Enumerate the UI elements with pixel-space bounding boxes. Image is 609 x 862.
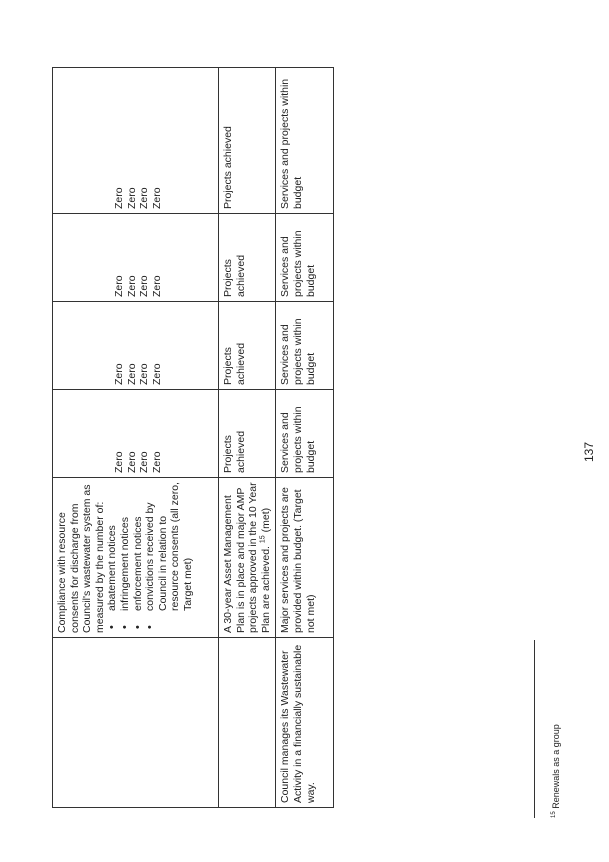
objective-cell [53,638,219,808]
objective-cell: Council manages its Wastewater Activity in a financially sustainable way. [276,638,334,808]
measure-cell [219,478,276,638]
list-item: • infringement notices [119,482,132,611]
footnote [551,724,562,818]
table-row [53,68,219,808]
list-item: • abatement notices [106,482,119,611]
table-row [276,68,334,808]
value-cell: Services and projects within budget [276,214,334,302]
value-cell: Services and projects within budget [276,302,334,390]
table-row [219,68,276,808]
value-text: Zero [113,451,125,473]
measure-text: A 30-year Asset Management Plan is in place and major AMP projects approved in the 10 Year Plan are achieved. [222,482,272,633]
value-text: Zero [150,363,163,385]
page-number: 137 [582,441,596,462]
value-text: Zero [125,187,138,209]
measure-intro: Compliance with resource consents for discharge from Council's wastewater system as measured by the number of: [56,484,106,633]
value-text: Zero [138,363,151,385]
value-cell: Services and projects within budget [276,68,334,214]
value-text: Zero [113,275,125,297]
value-text: Zero [125,451,138,473]
value-cell: Projects achieved [219,302,276,390]
value-text: Zero [125,363,138,385]
value-text: Zero [113,187,125,209]
list-item: • enforcement notices [132,482,145,611]
value-text: Zero [150,187,163,209]
footnote-divider [534,640,535,818]
value-cell [53,214,219,302]
footnote-ref[interactable]: 15 [259,535,267,544]
objective-cell [219,638,276,808]
value-text: Zero [113,363,125,385]
value-cell: Projects achieved [219,214,276,302]
performance-table [52,67,334,808]
footnote-text: Renewals as a group [551,724,561,809]
rotated-table-container [52,68,328,808]
value-text: Zero [125,275,138,297]
value-text: Zero [138,187,151,209]
value-cell [53,390,219,478]
value-cell: Services and projects within budget [276,390,334,478]
measure-cell [53,478,219,638]
value-text: Zero [150,451,163,473]
value-text: Zero [138,451,151,473]
footnote-number: 15 [551,811,557,818]
measure-status: (met) [259,507,272,536]
value-cell [53,302,219,390]
value-text: Zero [138,275,151,297]
notice-list [106,482,194,633]
list-item: • convictions received by Council in relation to resource consents (all zero, Target met) [144,482,194,611]
value-text: Zero [150,275,163,297]
measure-cell: Major services and projects are provided within budget. (Target not met) [276,478,334,638]
value-cell: Projects achieved [219,390,276,478]
value-cell: Projects achieved [219,68,276,214]
value-cell [53,68,219,214]
